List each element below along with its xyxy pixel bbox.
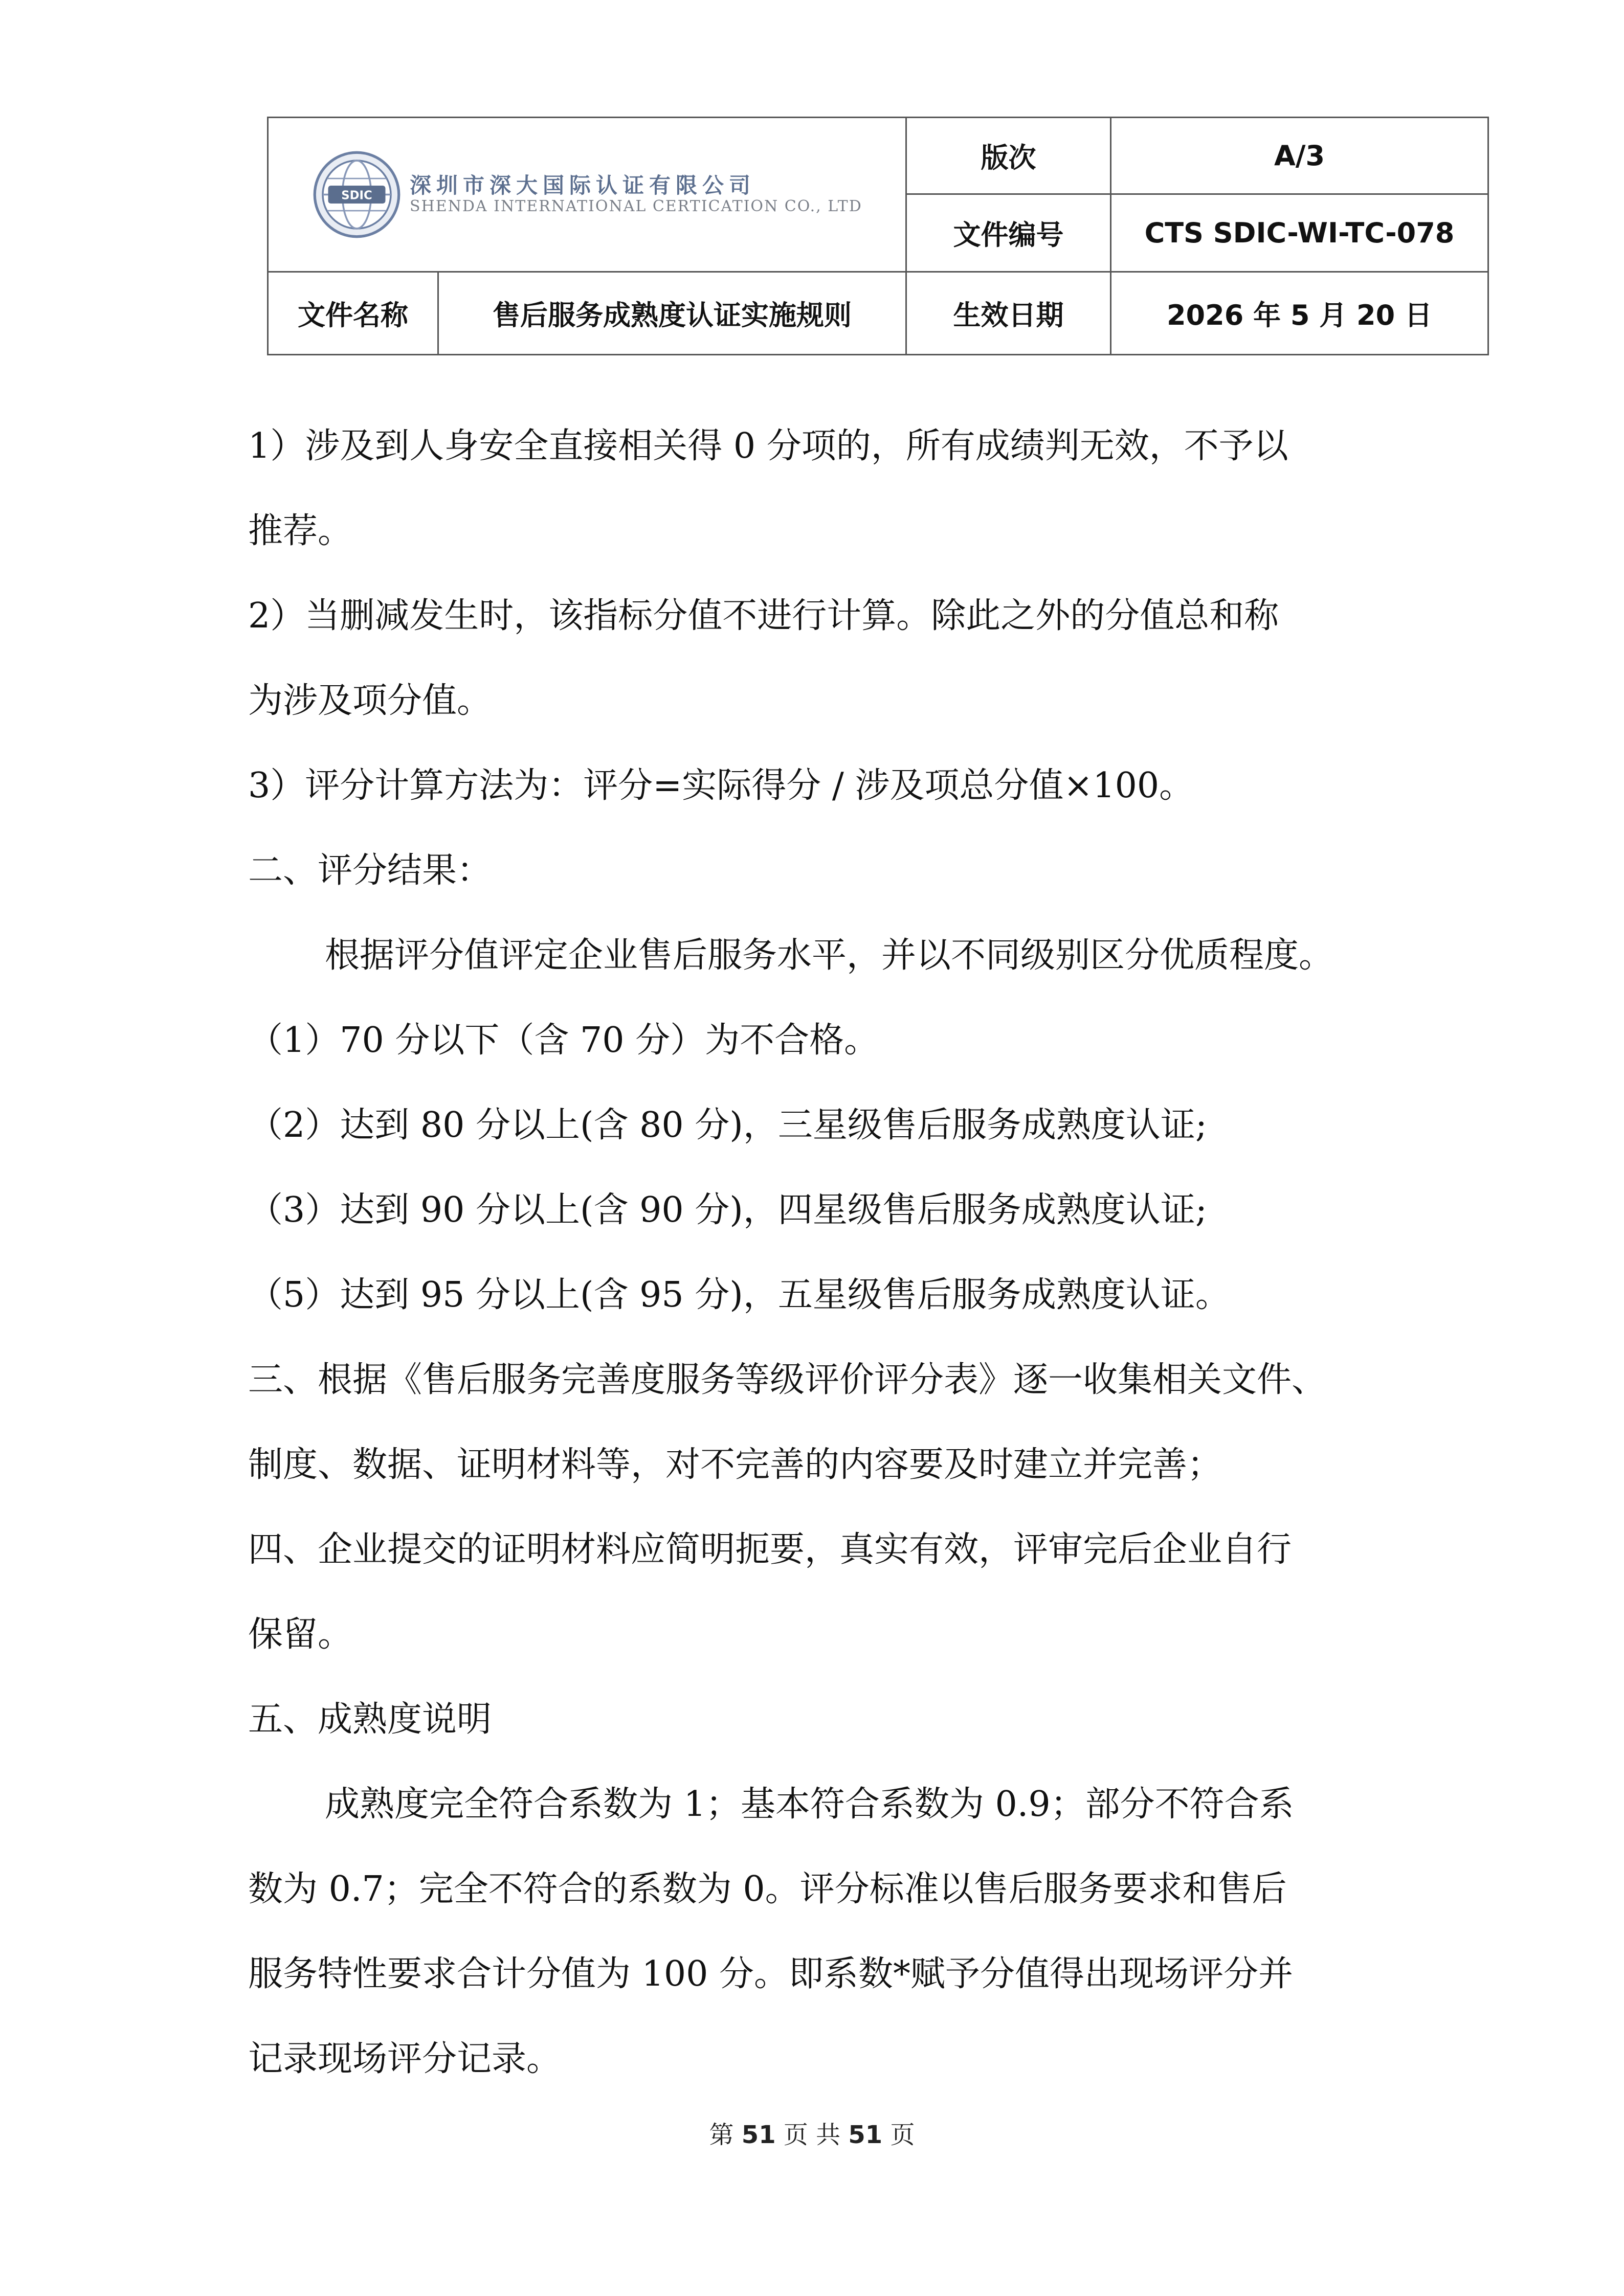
list-item: （1）70 分以下（含 70 分）为不合格。: [248, 1020, 879, 1061]
footer-total-pages: 51: [848, 2121, 883, 2149]
section-heading: 三、根据《售后服务完善度服务等级评价评分表》逐一收集相关文件、: [248, 1360, 1327, 1400]
body-line: 1）涉及到人身安全直接相关得 0 分项的，所有成绩判无效，不予以: [248, 426, 1288, 466]
section-heading: 四、企业提交的证明材料应简明扼要，真实有效，评审完后企业自行: [248, 1529, 1292, 1570]
doc-number-label: 文件编号: [906, 194, 1111, 272]
company-name-en: SHENDA INTERNATIONAL CERTICATION CO., LTD: [410, 197, 862, 216]
document-body: [248, 404, 1425, 2102]
doc-name-value: 售后服务成熟度认证实施规则: [438, 272, 906, 355]
body-line: 数为 0.7；完全不符合的系数为 0。评分标准以售后服务要求和售后: [248, 1869, 1287, 1909]
body-line: 服务特性要求合计分值为 100 分。即系数*赋予分值得出现场评分并: [248, 1954, 1294, 1994]
effective-date-label: 生效日期: [906, 272, 1111, 355]
version-value: A/3: [1111, 118, 1488, 194]
footer-middle: 页 共: [783, 2121, 841, 2149]
body-line: 根据评分值评定企业售后服务水平，并以不同级别区分优质程度。: [325, 935, 1334, 976]
page-footer: [0, 2115, 1624, 2150]
body-line: 成熟度完全符合系数为 1；基本符合系数为 0.9；部分不符合系: [325, 1784, 1294, 1825]
list-item: （2）达到 80 分以上(含 80 分)，三星级售后服务成熟度认证;: [248, 1105, 1207, 1145]
list-item: （5）达到 95 分以上(含 95 分)，五星级售后服务成熟度认证。: [248, 1275, 1230, 1315]
document-header-table: [267, 117, 1489, 355]
section-heading: 二、评分结果：: [248, 850, 492, 891]
body-line: 3）评分计算方法为：评分=实际得分 / 涉及项总分值×100。: [248, 766, 1194, 806]
doc-name-label: 文件名称: [268, 272, 438, 355]
section-heading: 五、成熟度说明: [248, 1699, 492, 1740]
footer-suffix: 页: [890, 2121, 915, 2149]
footer-page-number: 51: [741, 2121, 776, 2149]
version-label: 版次: [906, 118, 1111, 194]
list-item: （3）达到 90 分以上(含 90 分)，四星级售后服务成熟度认证;: [248, 1190, 1207, 1230]
body-line: 制度、数据、证明材料等，对不完善的内容要及时建立并完善；: [248, 1445, 1222, 1485]
footer-prefix: 第: [709, 2121, 734, 2149]
doc-number-value: CTS SDIC-WI-TC-078: [1111, 194, 1488, 272]
company-logo-cell: [268, 118, 906, 272]
body-line: 推荐。: [248, 511, 353, 551]
body-line: 2）当删减发生时，该指标分值不进行计算。除此之外的分值总和称: [248, 596, 1279, 636]
sdic-globe-logo-icon: [312, 150, 402, 239]
logo-text: SDIC: [341, 189, 372, 202]
effective-date-value: 2026 年 5 月 20 日: [1111, 272, 1488, 355]
body-line: 为涉及项分值。: [248, 681, 492, 721]
body-line: 保留。: [248, 1614, 353, 1655]
company-name-cn: 深圳市深大国际认证有限公司: [410, 173, 756, 198]
body-line: 记录现场评分记录。: [248, 2039, 562, 2079]
